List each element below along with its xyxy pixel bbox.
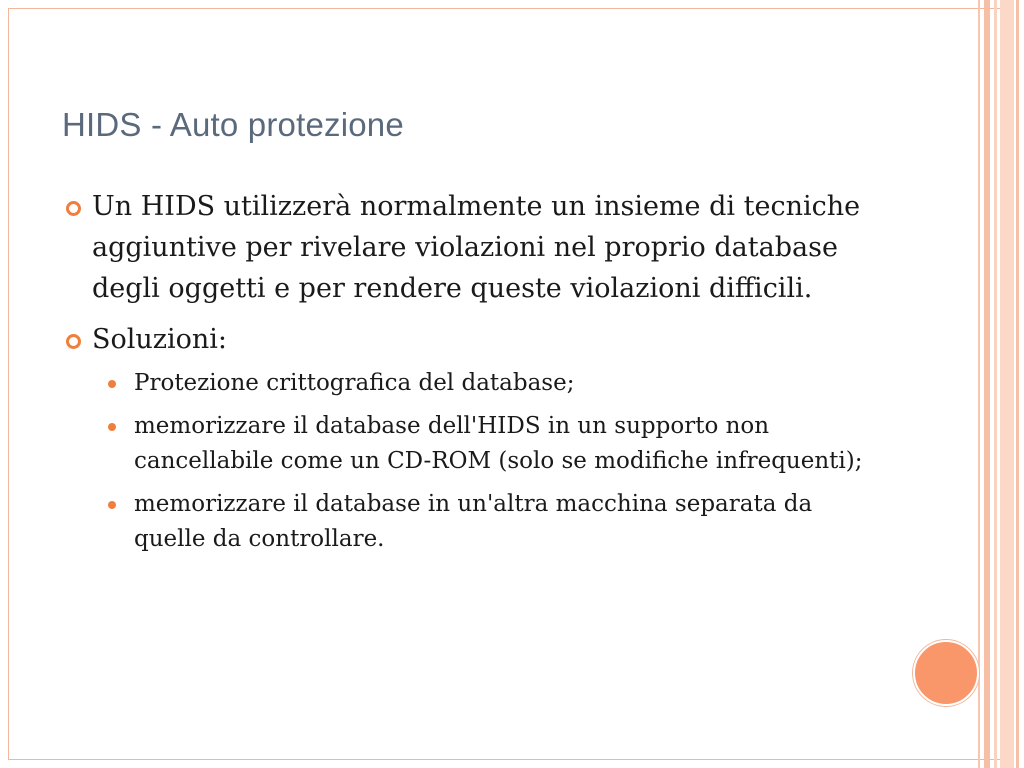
sub-bullet-text: memorizzare il database in un'altra macchina separata da quelle da controllare. [134, 491, 813, 552]
slide-body [66, 186, 886, 565]
bullet-text: Un HIDS utilizzerà normalmente un insieme di tecniche aggiuntive per rivelare violazioni nel proprio database degli oggetti e per rendere queste violazioni difficili. [92, 191, 861, 304]
bullet-item [66, 186, 886, 309]
sub-bullet-text: Protezione crittografica del database; [134, 370, 575, 396]
ring-bullet-icon [66, 201, 81, 216]
sub-bullet-text: memorizzare il database dell'HIDS in un supporto non cancellabile come un CD-ROM (solo se modifiche infrequenti); [134, 413, 863, 474]
decorative-stripe [978, 0, 980, 768]
bullet-text: Soluzioni: [92, 324, 228, 355]
decorative-stripe [1000, 0, 1014, 768]
sub-bullet-list [106, 366, 886, 557]
decorative-stripe [1016, 0, 1019, 768]
decorative-stripe [994, 0, 997, 768]
slide-title: HIDS - Auto protezione [62, 106, 404, 143]
decorative-circle [913, 640, 979, 706]
decorative-stripe [984, 0, 990, 768]
sub-bullet-item [106, 409, 886, 479]
dot-bullet-icon [108, 423, 116, 431]
sub-bullet-item [106, 366, 886, 401]
dot-bullet-icon [108, 380, 116, 388]
bullet-item [66, 319, 886, 360]
sub-bullet-item [106, 487, 886, 557]
dot-bullet-icon [108, 501, 116, 509]
ring-bullet-icon [66, 334, 81, 349]
